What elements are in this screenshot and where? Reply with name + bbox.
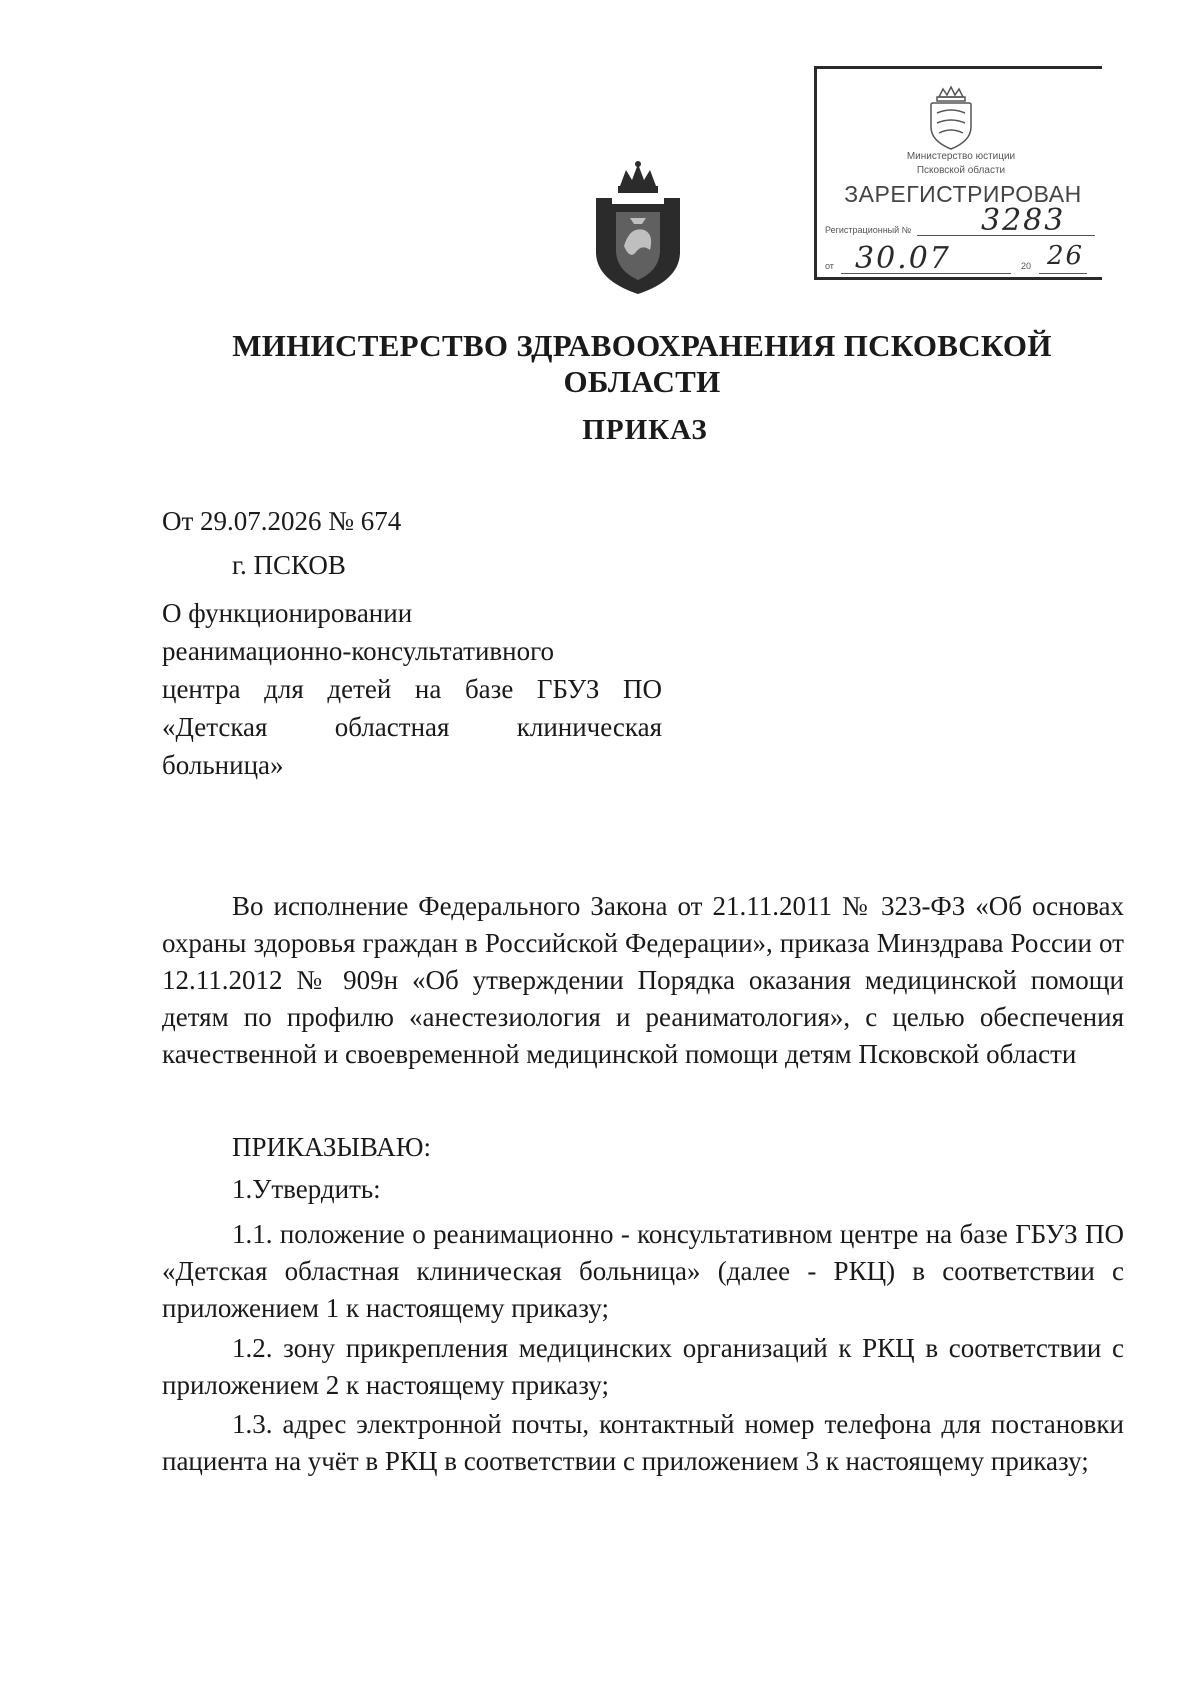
stamp-org-line2: Псковской области	[916, 165, 1006, 176]
preamble-paragraph: Во исполнение Федерального Закона от 21.11.2011 № 323-ФЗ «Об основах охраны здоровья граждан в Российской Федерации», приказа Минздрава России от 12.11.2012 № 909н «Об утверждении Порядка оказания медицинской помощи детям по профилю «анестезиология и реаниматология», с целью обеспечения качественной и своевременной медицинской помощи детям Псковской области	[162, 891, 1124, 1069]
item-1-3: 1.3. адрес электронной почты, контактный номер телефона для постановки пациента на учёт в РКЦ в соответствии с приложением 3 к настоящему приказу;	[162, 1409, 1124, 1476]
stamp-reg-label: Регистрационный №	[825, 225, 912, 235]
item-1-2: 1.2. зону прикрепления медицинских организаций к РКЦ в соответствии с приложением 2 к настоящему приказу;	[162, 1333, 1124, 1400]
stamp-org-line1: Министерство юстиции	[906, 151, 1016, 162]
stamp-date-label: от	[825, 261, 834, 271]
subject-line: больница»	[162, 750, 284, 780]
date-number: От 29.07.2026 № 674	[162, 506, 402, 536]
stamp-date-value: 30.07	[855, 241, 951, 276]
stamp-title: ЗАРЕГИСТРИРОВАН	[844, 181, 1082, 207]
subject-line: О функционировании	[162, 598, 413, 628]
subject-line: центра для детей на базе ГБУЗ ПО	[162, 674, 662, 704]
item-1-1: 1.1. положение о реанимационно - консультативном центре на базе ГБУЗ ПО «Детская областная клиническая больница» (далее - РКЦ) в соответствии с приложением 1 к настоящему приказу;	[162, 1219, 1124, 1323]
city: г. ПСКОВ	[232, 550, 346, 580]
registration-stamp	[814, 66, 1102, 280]
ministry-name: МИНИСТЕРСТВО ЗДРАВООХРАНЕНИЯ ПСКОВСКОЙ ОБЛАСТИ	[232, 328, 1052, 399]
order-word: ПРИКАЗЫВАЮ:	[232, 1132, 431, 1162]
document-type: ПРИКАЗ	[582, 414, 708, 446]
stamp-year-prefix: 20	[1021, 261, 1032, 271]
order-subject	[162, 594, 662, 784]
coat-of-arms-icon	[590, 160, 686, 296]
stamp-year-value: 26	[1047, 241, 1085, 271]
item-1: 1.Утвердить:	[232, 1174, 381, 1204]
stamp-coat-of-arms-icon	[923, 83, 979, 151]
stamp-year-underline	[1039, 273, 1087, 274]
stamp-reg-number: 3283	[981, 203, 1066, 238]
subject-line: «Детская областная клиническая	[162, 712, 662, 742]
subject-line: реанимационно-консультативного	[162, 636, 555, 666]
